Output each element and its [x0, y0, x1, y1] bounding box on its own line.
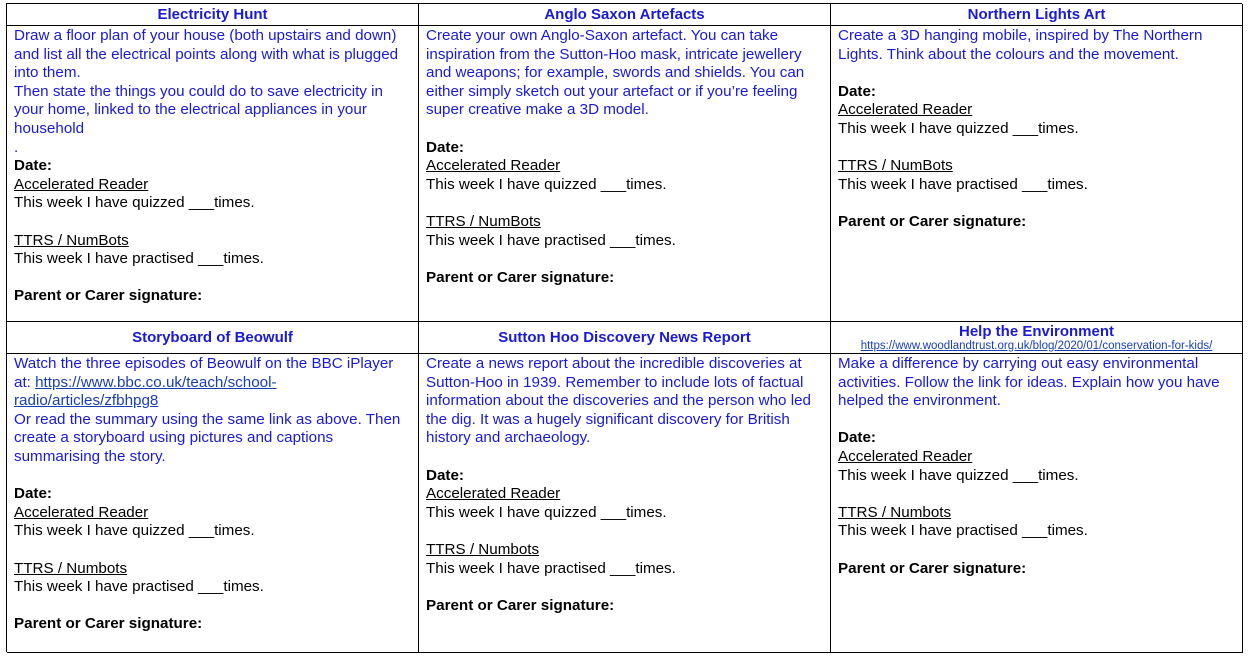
ar-heading: Accelerated Reader [838, 447, 973, 465]
header-northern-lights-art [831, 4, 1243, 26]
woodland-trust-link[interactable]: https://www.woodlandtrust.org.uk/blog/2020/01/conservation-for-kids/ [860, 339, 1213, 352]
ttrs-text: This week I have practised ___times. [14, 578, 264, 596]
homework-grid [6, 3, 1242, 652]
ttrs-heading: TTRS / Numbots [14, 559, 128, 577]
ar-heading: Accelerated Reader [14, 175, 149, 193]
ar-heading: Accelerated Reader [426, 157, 561, 175]
ar-heading: Accelerated Reader [426, 485, 561, 503]
date-label: Date: [838, 429, 876, 447]
task-text: Make a difference by carrying out easy environmental activities. Follow the link for ideas. Explain how you have helped the environment. [838, 355, 1220, 410]
ttrs-heading: TTRS / Numbots [838, 503, 952, 521]
signature-label: Parent or Carer signature: [838, 212, 1027, 230]
ar-text: This week I have quizzed ___times. [838, 466, 1079, 484]
header-storyboard-beowulf [7, 322, 419, 354]
ttrs-text: This week I have practised ___times. [426, 231, 676, 249]
task-text: Create your own Anglo-Saxon artefact. You can take inspiration from the Sutton-Hoo mask, intricate jewellery and weapons; for example, swords and shields. You can either simply sketch out your artefact or if you’re feeling super creative make a 3D model. [426, 27, 805, 119]
ttrs-heading: TTRS / NumBots [14, 231, 129, 249]
ar-text: This week I have quizzed ___times. [838, 119, 1079, 137]
ar-text: This week I have quizzed ___times. [426, 175, 667, 193]
ttrs-heading: TTRS / NumBots [838, 157, 953, 175]
ttrs-heading: TTRS / Numbots [426, 540, 540, 558]
body-sutton-hoo-news [419, 354, 831, 653]
date-label: Date: [426, 138, 464, 156]
task-text: Draw a floor plan of your house (both upstairs and down) and list all the electrical points along with what is plugged into them. Then state the things you could do to save electricity in your home, linked to the electrical appliances in your household . [14, 27, 399, 156]
ar-text: This week I have quizzed ___times. [14, 522, 255, 540]
bbc-link[interactable]: https://www.bbc.co.uk/teach/school-radio/articles/zfbhpg8 [14, 373, 277, 410]
ttrs-text: This week I have practised ___times. [14, 250, 264, 268]
signature-label: Parent or Carer signature: [14, 615, 203, 633]
date-label: Date: [426, 466, 464, 484]
cell-title: Northern Lights Art [967, 6, 1106, 23]
ar-heading: Accelerated Reader [14, 503, 149, 521]
signature-label: Parent or Carer signature: [838, 559, 1027, 577]
body-electricity-hunt [7, 26, 419, 322]
date-label: Date: [14, 157, 52, 175]
task-text: Watch the three episodes of Beowulf on the BBC iPlayer at: https://www.bbc.co.uk/teach/school-radio/articles/zfbhpg8 Or read the summary using the same link as above. Then create a storyboard using pictures and captions summarising the story. [14, 355, 401, 465]
ar-text: This week I have quizzed ___times. [426, 503, 667, 521]
header-help-environment [831, 322, 1243, 354]
body-northern-lights-art [831, 26, 1243, 322]
cell-title: Electricity Hunt [157, 6, 268, 23]
cell-title: Sutton Hoo Discovery News Report [498, 329, 751, 346]
signature-label: Parent or Carer signature: [426, 596, 615, 614]
signature-label: Parent or Carer signature: [14, 287, 203, 305]
header-electricity-hunt [7, 4, 419, 26]
ttrs-text: This week I have practised ___times. [426, 559, 676, 577]
ttrs-text: This week I have practised ___times. [838, 522, 1088, 540]
cell-title: Anglo Saxon Artefacts [544, 6, 705, 23]
date-label: Date: [14, 485, 52, 503]
cell-title: Storyboard of Beowulf [132, 329, 293, 346]
signature-label: Parent or Carer signature: [426, 268, 615, 286]
cell-title: Help the Environment [958, 322, 1115, 340]
body-help-environment [831, 354, 1243, 653]
ttrs-heading: TTRS / NumBots [426, 212, 541, 230]
header-anglo-saxon-artefacts [419, 4, 831, 26]
date-label: Date: [838, 82, 876, 100]
header-sutton-hoo-news [419, 322, 831, 354]
body-anglo-saxon-artefacts [419, 26, 831, 322]
ar-text: This week I have quizzed ___times. [14, 194, 255, 212]
ar-heading: Accelerated Reader [838, 101, 973, 119]
task-text: Create a news report about the incredible discoveries at Sutton-Hoo in 1939. Remember to include lots of factual information about the discoveries and the person who led the dig. It was a hugely significant discovery for British history and archaeology. [426, 355, 811, 447]
task-text: Create a 3D hanging mobile, inspired by The Northern Lights. Think about the colours and the movement. [838, 27, 1203, 63]
ttrs-text: This week I have practised ___times. [838, 175, 1088, 193]
body-storyboard-beowulf [7, 354, 419, 653]
